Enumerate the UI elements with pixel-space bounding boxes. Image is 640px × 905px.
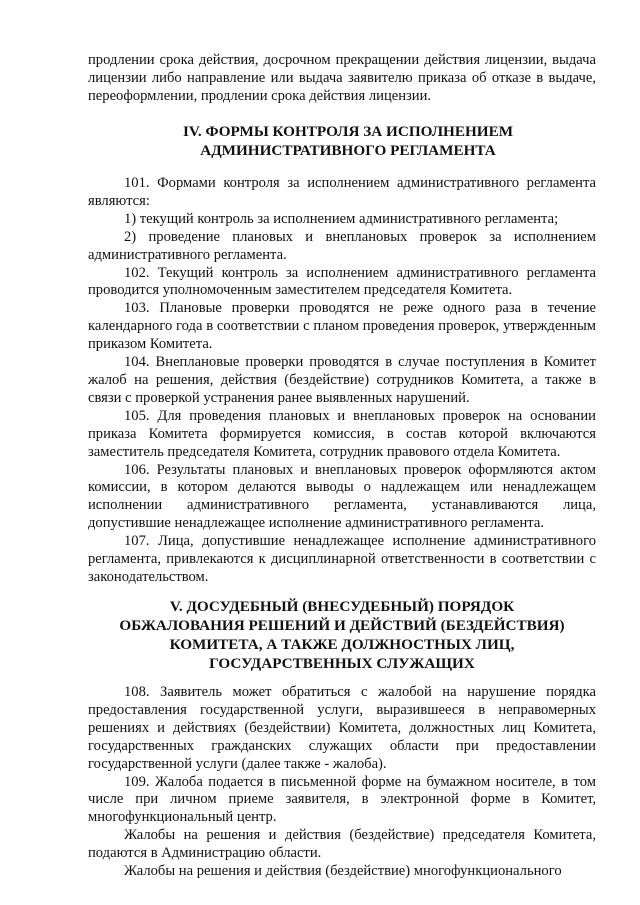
paragraph-102: 102. Текущий контроль за исполнением административного регламента проводится уполномоченным заместителем председателя Комитета. [88, 264, 596, 299]
list-item-1: 1) текущий контроль за исполнением административного регламента; [124, 210, 559, 227]
paragraph-106: 106. Результаты плановых и внеплановых проверок оформляются актом комиссии, в котором делаются выводы о надлежащем или ненадлежащем исполнении административного регламента, устанавливаются лица, допустившие ненадлежащее исполнение административного регламента. [88, 461, 596, 532]
section-5-heading-line: КОМИТЕТА, А ТАКЖЕ ДОЛЖНОСТНЫХ ЛИЦ, [169, 636, 515, 653]
section-4-heading [88, 122, 596, 160]
intro-block [88, 52, 596, 106]
section-4-heading-line: АДМИНИСТРАТИВНОГО РЕГЛАМЕНТА [200, 142, 496, 159]
section-5-heading-line: ГОСУДАРСТВЕННЫХ СЛУЖАЩИХ [209, 655, 475, 672]
section-4-heading-line: IV. ФОРМЫ КОНТРОЛЯ ЗА ИСПОЛНЕНИЕМ [182, 123, 514, 140]
section-5-body [88, 684, 596, 881]
intro-paragraph: продлении срока действия, досрочном прекращении действия лицензии, выдача лицензии либо направление или выдача заявителю приказа об отказе в выдаче, переоформлении, продлении срока действия лицензии. [88, 52, 596, 104]
paragraph-101: 101. Формами контроля за исполнением административного регламента являются: [88, 175, 596, 209]
paragraph-complaints-chairman: Жалобы на решения и действия (бездействие) председателя Комитета, подаются в Администрацию области. [88, 827, 596, 862]
paragraph-complaints-mfc: Жалобы на решения и действия (бездействие) многофункционального [124, 863, 562, 880]
section-5-heading-line: V. ДОСУДЕБНЫЙ (ВНЕСУДЕБНЫЙ) ПОРЯДОК [169, 598, 515, 615]
section-5-heading [88, 597, 596, 673]
paragraph-107: 107. Лица, допустившие ненадлежащее исполнение административного регламента, привлекаются к дисциплинарной ответственности в соответствии с законодательством. [88, 533, 596, 585]
paragraph-105: 105. Для проведения плановых и внеплановых проверок на основании приказа Комитета формируется комиссия, в состав которой включаются заместитель председателя Комитета, сотрудник правового отдела Комитета. [88, 407, 596, 460]
paragraph-108: 108. Заявитель может обратиться с жалобой на нарушение порядка предоставления государственной услуги, выразившееся в неправомерных решениях и действиях (бездействии) Комитета, должностных лиц Комитета, государственных гражданских служащих области при предоставлении государственной услуги (далее также - жалоба). [88, 684, 596, 772]
paragraph-109: 109. Жалоба подается в письменной форме на бумажном носителе, в том числе при личном приеме заявителя, в электронной форме в Комитет, многофункциональный центр. [88, 773, 596, 826]
paragraph-103: 103. Плановые проверки проводятся не реже одного раза в течение календарного года в соответствии с планом проведения проверок, утвержденным приказом Комитета. [88, 300, 596, 353]
section-5-heading-line: ОБЖАЛОВАНИЯ РЕШЕНИЙ И ДЕЙСТВИЙ (БЕЗДЕЙСТВИЯ) [119, 617, 565, 634]
section-4-body [88, 175, 596, 587]
list-item-2: 2) проведение плановых и внеплановых проверок за исполнением административного регламента. [88, 228, 596, 263]
paragraph-104: 104. Внеплановые проверки проводятся в случае поступления в Комитет жалоб на решения, действия (бездействие) сотрудников Комитета, а также в связи с проверкой устранения ранее выявленных нарушений. [88, 354, 596, 406]
